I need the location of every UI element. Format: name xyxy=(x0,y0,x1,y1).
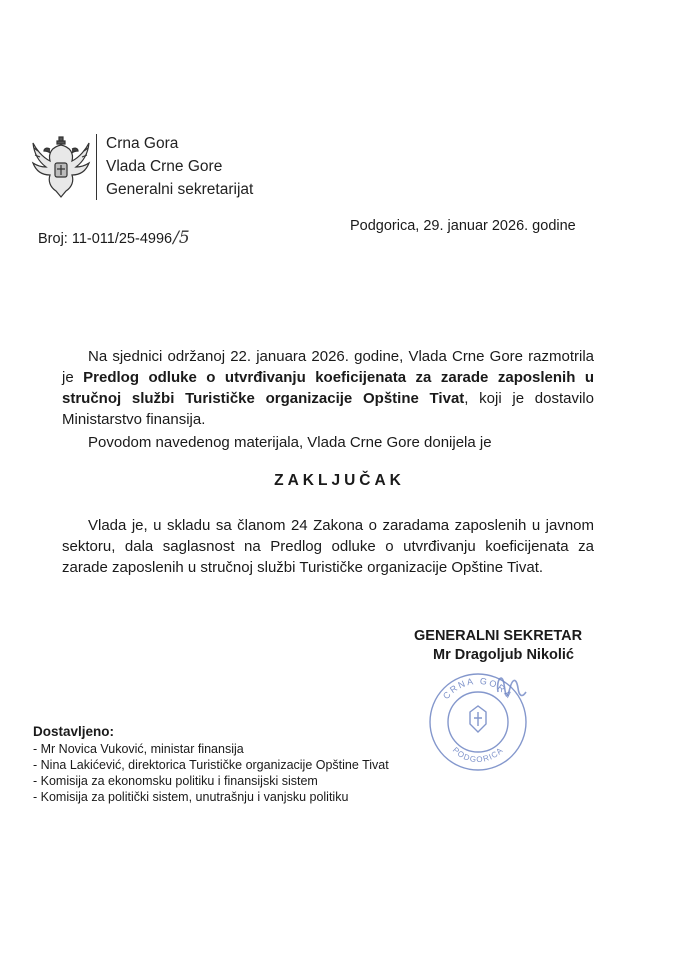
distribution-label: Dostavljeno: xyxy=(33,724,115,739)
header-country: Crna Gora xyxy=(106,135,179,152)
reference-handwritten-suffix: /5 xyxy=(173,228,190,248)
document-date: Podgorica, 29. januar 2026. godine xyxy=(350,218,576,234)
proposal-title: Predlog odluke o utvrđivanju koeficijenata za zarade zaposlenih u stručnoj službi Turističke organizacije Opštine Tivat xyxy=(62,369,595,407)
reference-number xyxy=(38,228,190,248)
distribution-item: - Nina Lakićević, direktorica Turističke organizacije Opštine Tivat xyxy=(33,758,389,772)
paragraph-session xyxy=(62,346,594,430)
header-government: Vlada Crne Gore xyxy=(106,158,223,175)
reference-number-text: Broj: 11-011/25-4996 xyxy=(38,231,173,247)
paragraph-decision xyxy=(62,432,594,453)
header-secretariat: Generalni sekretarijat xyxy=(106,181,254,198)
distribution-list xyxy=(33,741,389,805)
distribution-item: - Komisija za ekonomsku politiku i finansijski sistem xyxy=(33,774,318,788)
distribution-item: - Komisija za politički sistem, unutrašnju i vanjsku politiku xyxy=(33,790,349,804)
stamp-top-text: CRNA GORA xyxy=(440,675,516,702)
stamp-bottom-text: PODGORICA xyxy=(450,745,506,765)
paragraph-conclusion-text: Vlada je, u skladu sa članom 24 Zakona o zaradama zaposlenih u javnom sektoru, dala saglasnost na Predlog odluke o utvrđivanju koeficijenata za zarade zaposlenih u stručnoj službi Turističke organizacije Opštine Tivat. xyxy=(62,517,594,576)
paragraph-session-intro: Na sjednici održanoj 22. januara 2026. godine, Vlada Crne Gore razmotrila je xyxy=(62,348,594,386)
signature-title: GENERALNI SEKRETAR xyxy=(414,628,583,644)
svg-text:PODGORICA xyxy=(451,745,505,764)
header-divider xyxy=(96,134,97,200)
paragraph-session-outro: , koji je dostavilo Ministarstvo finansija. xyxy=(62,390,594,428)
distribution-item: - Mr Novica Vuković, ministar finansija xyxy=(33,742,244,756)
conclusion-title: ZAKLJUČAK xyxy=(274,472,405,489)
signature-name: Mr Dragoljub Nikolić xyxy=(433,647,574,663)
coat-of-arms-icon xyxy=(30,135,92,201)
paragraph-decision-text: Povodom navedenog materijala, Vlada Crne Gore donijela je xyxy=(88,434,492,451)
official-stamp-icon xyxy=(418,662,538,782)
paragraph-conclusion xyxy=(62,515,594,578)
